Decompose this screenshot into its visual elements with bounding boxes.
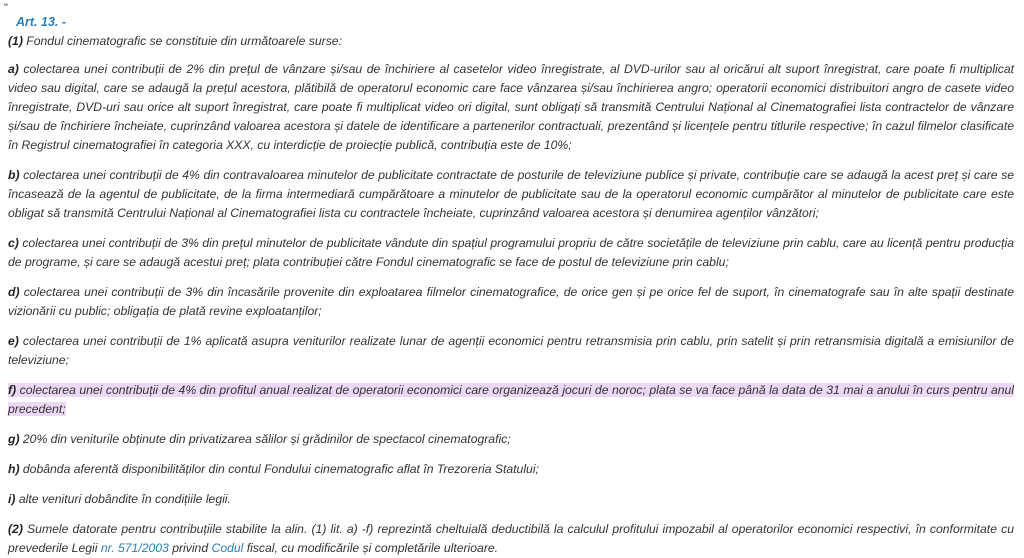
point-label: b) [8,168,20,182]
point-e [8,332,1014,370]
fiscal-code-link[interactable]: Codul [211,541,244,555]
paragraph-label: (2) [8,522,23,536]
point-text: colectarea unei contribuții de 1% aplicată asupra veniturilor realizate lunar de agenții economici pentru retransmisia prin cablu, prin satelit și prin retransmisia digitală a emisiunilor de televiziune; [8,334,1014,367]
opening-quote: " [4,2,8,14]
point-text: colectarea unei contribuții de 4% din contravaloarea minutelor de publicitate contractate de posturile de televiziune publice și private, contribuție care se adaugă la acest preț și care se încasează de la agentul de publicitate, de la firma intermediară cumpărătoare a minutelor de publicitate sau de la operatorul economic cumpărător al minutelor de publicitate care este obligat să transmită Centrului Național al Cinematografiei lista cu contractele încheiate, cuprinzând valoarea acestora și denumirea agenților vânzători; [8,168,1014,220]
point-label: f) [8,383,17,397]
point-label: a) [8,62,19,76]
paragraph-label: (1) [8,34,23,48]
point-g [8,430,1014,449]
point-text: dobânda aferentă disponibilităților din contul Fondului cinematografic aflat în Trezoreria Statului; [19,462,539,476]
law-number-link[interactable]: nr. 571/2003 [100,541,169,555]
article-title: Art. 13. - [16,15,67,29]
point-text: colectarea unei contribuții de 4% din profitul anual realizat de operatorii economici care organizează jocuri de noroc; plata se va face până la data de 31 mai a anului în curs pentru anul precedent; [8,383,1014,416]
point-a [8,60,1014,155]
point-i [8,490,1014,509]
paragraph-2 [8,520,1014,558]
point-c [8,234,1014,272]
point-h [8,460,1014,479]
point-label: g) [8,432,20,446]
point-text: alte venituri dobândite în condițiile legii. [15,492,231,506]
paragraph-text: Fondul cinematografic se constituie din următoarele surse: [22,34,342,48]
point-text: colectarea unei contribuții de 2% din prețul de vânzare și/sau de închiriere al casetelor video înregistrate, al DVD-urilor sau al oricărui alt suport înregistrat, care poate fi multiplicat video sau digital, care se adaugă la prețul acestora, plătibilă de operatorul economic care face vânzarea și/sau închirierea angro; operatorii economici distribuitori angro de casete video înregistrate, DVD-uri sau orice alt suport înregistrat, care poate fi multiplicat video ori digital, sunt obligați să transmită Centrului Național al Cinematografiei lista contractelor de vânzare și/sau de închiriere încheiate, cuprinzând valoarea acestora și datele de identificare a partenerilor contractuali, prezentând și licențele pentru titlurile respective; în cazul filmelor clasificate în Registrul cinematografiei în categoria XXX, cu interdicție de proiecție publică, contribuția este de 10%; [8,62,1014,152]
point-text: colectarea unei contribuții de 3% din prețul minutelor de publicitate vândute din spațiul programului propriu de către societățile de televiziune prin cablu, care au licență pentru producția de programe, și care se adaugă acestui preț; plata contribuției către Fondul cinematografic se face de postul de televiziune prin cablu; [8,236,1014,269]
point-b [8,166,1014,223]
point-text: 20% din veniturile obținute din privatizarea sălilor și grădinilor de spectacol cinematografic; [19,432,511,446]
paragraph-1 [8,32,1014,51]
point-label: h) [8,462,20,476]
point-text: colectarea unei contribuții de 3% din încasările provenite din exploatarea filmelor cinematografice, de orice gen și pe orice fel de suport, în cinematografe sau în alte spații destinate vizionării cu public; obligația de plată revine exploatanților; [8,285,1014,318]
point-label: i) [8,492,16,506]
paragraph-text-middle: privind [168,541,212,555]
highlight-mark [8,383,1014,416]
point-f-highlighted [8,381,1014,419]
paragraph-text-before: Sumele datorate pentru contribuțiile stabilite la alin. (1) lit. a) -f) reprezintă cheltuială deductibilă la calculul profitului impozabil al operatorilor economici respectivi, în conformitate cu prevederile Legii [8,522,1014,555]
paragraph-text-after: fiscal, cu modificările și completările ulterioare. [243,541,499,555]
point-label: c) [8,236,19,250]
point-label: e) [8,334,19,348]
point-d [8,283,1014,321]
point-label: d) [8,285,20,299]
